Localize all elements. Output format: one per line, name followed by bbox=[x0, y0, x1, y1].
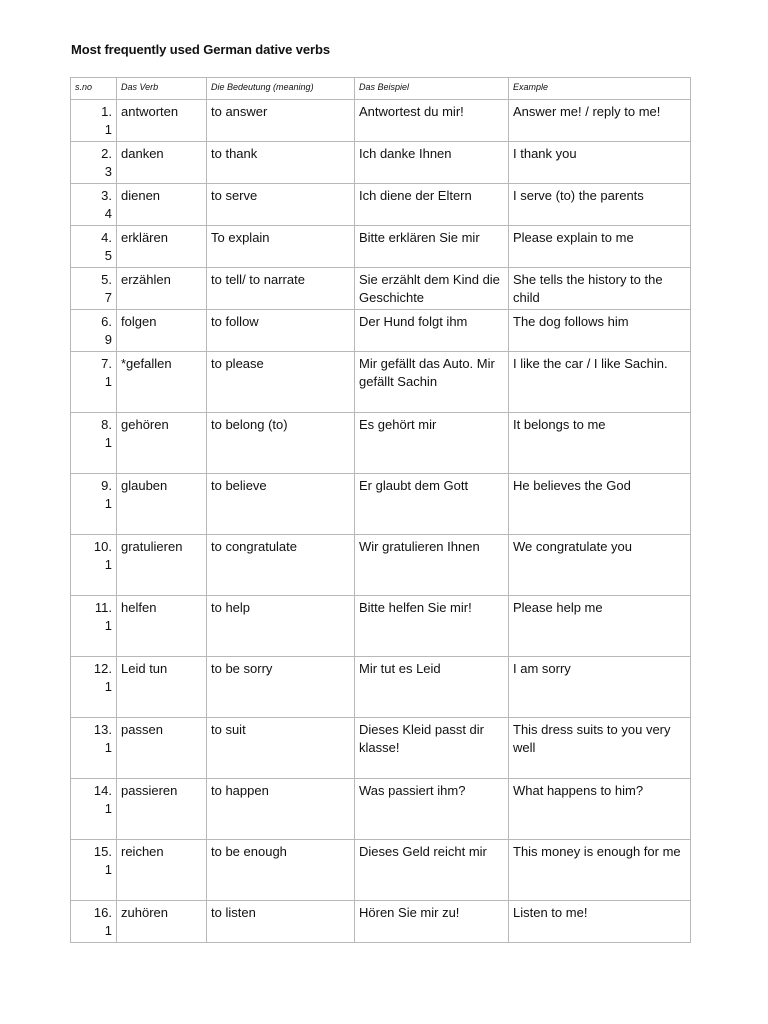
cell-verb: *gefallen bbox=[117, 352, 207, 413]
table-row bbox=[71, 901, 691, 943]
row-number-main: 2. bbox=[101, 146, 112, 161]
cell-meaning: to follow bbox=[207, 310, 355, 352]
cell-example: I am sorry bbox=[509, 657, 691, 718]
cell-example: This money is enough for me bbox=[509, 840, 691, 901]
table-row bbox=[71, 779, 691, 840]
cell-example: What happens to him? bbox=[509, 779, 691, 840]
cell-beispiel: Bitte erklären Sie mir bbox=[355, 226, 509, 268]
cell-example: She tells the history to the child bbox=[509, 268, 691, 310]
row-number-main: 12. bbox=[93, 661, 112, 676]
row-number-sub: 1 bbox=[104, 801, 112, 816]
cell-beispiel: Dieses Geld reicht mir bbox=[355, 840, 509, 901]
cell-meaning: to happen bbox=[207, 779, 355, 840]
cell-example: I thank you bbox=[509, 142, 691, 184]
cell-example: We congratulate you bbox=[509, 535, 691, 596]
table-row bbox=[71, 413, 691, 474]
cell-verb: passen bbox=[117, 718, 207, 779]
table-row bbox=[71, 268, 691, 310]
dative-verbs-table bbox=[70, 77, 691, 943]
row-number-main: 10. bbox=[93, 539, 112, 554]
row-number bbox=[71, 718, 117, 779]
cell-meaning: to help bbox=[207, 596, 355, 657]
row-number-sub: 1 bbox=[104, 923, 112, 938]
table-row bbox=[71, 535, 691, 596]
cell-meaning: to tell/ to narrate bbox=[207, 268, 355, 310]
cell-example: It belongs to me bbox=[509, 413, 691, 474]
cell-example: Please explain to me bbox=[509, 226, 691, 268]
cell-verb: helfen bbox=[117, 596, 207, 657]
table-row bbox=[71, 142, 691, 184]
row-number-sub: 3 bbox=[104, 164, 112, 179]
cell-verb: Leid tun bbox=[117, 657, 207, 718]
row-number-main: 1. bbox=[101, 104, 112, 119]
row-number-sub: 1 bbox=[104, 122, 112, 137]
row-number bbox=[71, 142, 117, 184]
cell-beispiel: Mir gefällt das Auto. Mir gefällt Sachin bbox=[355, 352, 509, 413]
cell-meaning: to serve bbox=[207, 184, 355, 226]
document-title: Most frequently used German dative verbs bbox=[71, 42, 330, 57]
row-number-sub: 1 bbox=[104, 374, 112, 389]
cell-verb: reichen bbox=[117, 840, 207, 901]
cell-example: Listen to me! bbox=[509, 901, 691, 943]
table-row bbox=[71, 310, 691, 352]
row-number-main: 8. bbox=[101, 417, 112, 432]
cell-beispiel: Bitte helfen Sie mir! bbox=[355, 596, 509, 657]
cell-meaning: to belong (to) bbox=[207, 413, 355, 474]
cell-beispiel: Er glaubt dem Gott bbox=[355, 474, 509, 535]
header-example: Example bbox=[509, 78, 691, 100]
row-number-sub: 5 bbox=[104, 248, 112, 263]
row-number bbox=[71, 779, 117, 840]
row-number bbox=[71, 474, 117, 535]
cell-example: This dress suits to you very well bbox=[509, 718, 691, 779]
row-number-main: 13. bbox=[93, 722, 112, 737]
row-number bbox=[71, 901, 117, 943]
cell-verb: antworten bbox=[117, 100, 207, 142]
cell-example: I like the car / I like Sachin. bbox=[509, 352, 691, 413]
cell-beispiel: Der Hund folgt ihm bbox=[355, 310, 509, 352]
table-row bbox=[71, 352, 691, 413]
cell-example: I serve (to) the parents bbox=[509, 184, 691, 226]
table-row bbox=[71, 184, 691, 226]
cell-beispiel: Sie erzählt dem Kind die Geschichte bbox=[355, 268, 509, 310]
cell-beispiel: Antwortest du mir! bbox=[355, 100, 509, 142]
row-number-sub: 9 bbox=[104, 332, 112, 347]
cell-meaning: to listen bbox=[207, 901, 355, 943]
cell-verb: gehören bbox=[117, 413, 207, 474]
header-verb: Das Verb bbox=[117, 78, 207, 100]
cell-meaning: to be sorry bbox=[207, 657, 355, 718]
header-beispiel: Das Beispiel bbox=[355, 78, 509, 100]
table-row bbox=[71, 840, 691, 901]
cell-beispiel: Es gehört mir bbox=[355, 413, 509, 474]
row-number-sub: 1 bbox=[104, 557, 112, 572]
row-number bbox=[71, 535, 117, 596]
row-number bbox=[71, 268, 117, 310]
row-number-sub: 1 bbox=[104, 679, 112, 694]
row-number-main: 11. bbox=[94, 600, 112, 615]
row-number-sub: 1 bbox=[104, 862, 112, 877]
row-number-main: 4. bbox=[101, 230, 112, 245]
table-row bbox=[71, 100, 691, 142]
row-number-sub: 4 bbox=[104, 206, 112, 221]
row-number-main: 6. bbox=[101, 314, 112, 329]
row-number bbox=[71, 226, 117, 268]
cell-verb: folgen bbox=[117, 310, 207, 352]
cell-beispiel: Ich danke Ihnen bbox=[355, 142, 509, 184]
row-number-main: 15. bbox=[93, 844, 112, 859]
cell-example: He believes the God bbox=[509, 474, 691, 535]
cell-meaning: to suit bbox=[207, 718, 355, 779]
cell-verb: zuhören bbox=[117, 901, 207, 943]
row-number bbox=[71, 100, 117, 142]
row-number-main: 3. bbox=[101, 188, 112, 203]
cell-verb: erzählen bbox=[117, 268, 207, 310]
cell-beispiel: Mir tut es Leid bbox=[355, 657, 509, 718]
row-number bbox=[71, 657, 117, 718]
cell-example: Please help me bbox=[509, 596, 691, 657]
row-number-main: 16. bbox=[93, 905, 112, 920]
cell-beispiel: Ich diene der Eltern bbox=[355, 184, 509, 226]
cell-verb: dienen bbox=[117, 184, 207, 226]
cell-verb: glauben bbox=[117, 474, 207, 535]
row-number-main: 7. bbox=[101, 356, 112, 371]
cell-example: Answer me! / reply to me! bbox=[509, 100, 691, 142]
cell-verb: passieren bbox=[117, 779, 207, 840]
row-number-main: 9. bbox=[101, 478, 112, 493]
row-number-sub: 1 bbox=[104, 618, 112, 633]
row-number bbox=[71, 596, 117, 657]
cell-verb: danken bbox=[117, 142, 207, 184]
row-number bbox=[71, 413, 117, 474]
table-row bbox=[71, 474, 691, 535]
table-row bbox=[71, 226, 691, 268]
cell-meaning: to believe bbox=[207, 474, 355, 535]
cell-example: The dog follows him bbox=[509, 310, 691, 352]
cell-beispiel: Dieses Kleid passt dir klasse! bbox=[355, 718, 509, 779]
cell-meaning: to congratulate bbox=[207, 535, 355, 596]
cell-beispiel: Was passiert ihm? bbox=[355, 779, 509, 840]
table-row bbox=[71, 596, 691, 657]
row-number-sub: 1 bbox=[104, 740, 112, 755]
header-sno: s.no bbox=[71, 78, 117, 100]
table-row bbox=[71, 657, 691, 718]
row-number-main: 5. bbox=[101, 272, 112, 287]
row-number-sub: 1 bbox=[104, 496, 112, 511]
row-number bbox=[71, 184, 117, 226]
cell-meaning: to thank bbox=[207, 142, 355, 184]
cell-verb: gratulieren bbox=[117, 535, 207, 596]
row-number-sub: 7 bbox=[104, 290, 112, 305]
cell-meaning: To explain bbox=[207, 226, 355, 268]
table-row bbox=[71, 718, 691, 779]
row-number bbox=[71, 352, 117, 413]
cell-beispiel: Hören Sie mir zu! bbox=[355, 901, 509, 943]
header-meaning: Die Bedeutung (meaning) bbox=[207, 78, 355, 100]
row-number-sub: 1 bbox=[104, 435, 112, 450]
cell-meaning: to please bbox=[207, 352, 355, 413]
row-number bbox=[71, 840, 117, 901]
cell-verb: erklären bbox=[117, 226, 207, 268]
row-number-main: 14. bbox=[93, 783, 112, 798]
cell-meaning: to be enough bbox=[207, 840, 355, 901]
cell-meaning: to answer bbox=[207, 100, 355, 142]
cell-beispiel: Wir gratulieren Ihnen bbox=[355, 535, 509, 596]
row-number bbox=[71, 310, 117, 352]
table-header-row bbox=[71, 78, 691, 100]
